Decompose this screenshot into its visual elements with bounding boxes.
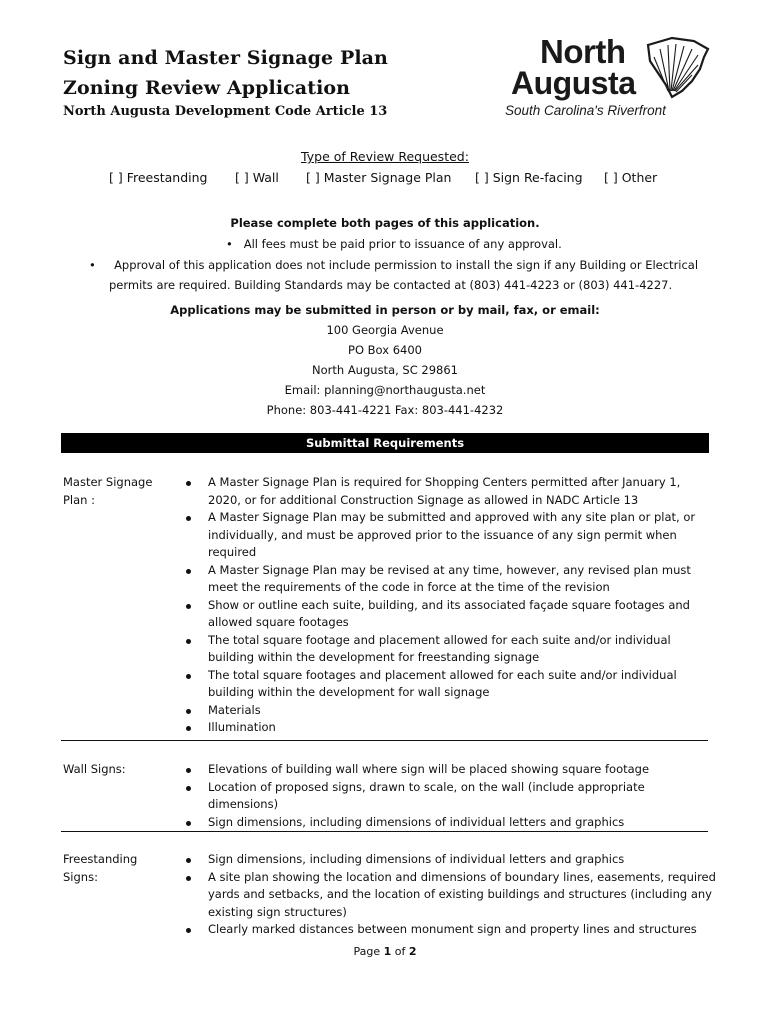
- freestanding-signs-requirements: [186, 851, 716, 939]
- list-item: A Master Signage Plan is required for Shopping Centers permitted after January 1, 2020, or for additional Construction Signage as allowed in NADC Article 13: [186, 474, 716, 509]
- permits-bullet: [89, 258, 698, 272]
- page-current: 1: [383, 945, 392, 958]
- bullet-dot: •: [89, 258, 115, 272]
- contact-email: Email: planning@northaugusta.net: [284, 383, 486, 397]
- section-divider: [61, 740, 708, 741]
- section-label-line: Master Signage: [63, 475, 153, 489]
- section-label-line: Freestanding: [63, 852, 138, 866]
- submittal-requirements-header: Submittal Requirements: [61, 433, 709, 453]
- list-item: A Master Signage Plan may be revised at any time, however, any revised plan must meet the requirements of the code in force at the time of the revision: [186, 562, 716, 597]
- review-type-label: Type of Review Requested:: [301, 149, 469, 164]
- bullet-dot: •: [226, 237, 244, 251]
- list-item: Sign dimensions, including dimensions of individual letters and graphics: [186, 851, 716, 869]
- logo-tagline: South Carolina's Riverfront: [505, 103, 666, 118]
- section-label-line: Plan :: [63, 492, 95, 507]
- address-po-box: PO Box 6400: [348, 343, 422, 357]
- master-signage-requirements: [186, 474, 716, 737]
- list-item: Location of proposed signs, drawn to scale, on the wall (include appropriate dimensions): [186, 779, 716, 814]
- list-item: Illumination: [186, 719, 716, 737]
- logo-text-north: North: [540, 33, 626, 70]
- address-street: 100 Georgia Avenue: [326, 323, 444, 337]
- logo-text-augusta: Augusta: [511, 65, 636, 101]
- contact-phone-fax: Phone: 803-441-4221 Fax: 803-441-4232: [266, 403, 504, 417]
- list-item: A site plan showing the location and dimensions of boundary lines, easements, required yards and setbacks, and the location of existing buildings and structures (including any existing sign structures): [186, 869, 716, 922]
- list-item: Materials: [186, 702, 716, 720]
- option-sign-refacing[interactable]: [ ] Sign Re-facing: [475, 170, 583, 185]
- page-total: 2: [408, 945, 417, 958]
- freestanding-signs-label: [63, 851, 137, 886]
- page-number: [0, 945, 770, 958]
- address-city: North Augusta, SC 29861: [312, 363, 458, 377]
- section-divider: [61, 831, 708, 832]
- fees-text: All fees must be paid prior to issuance of any approval.: [243, 237, 562, 251]
- submission-heading: Applications may be submitted in person or by mail, fax, or email:: [170, 303, 600, 317]
- list-item: The total square footage and placement allowed for each suite and/or individual building within the development for freestanding signage: [186, 632, 716, 667]
- list-item: Clearly marked distances between monument sign and property lines and structures: [186, 921, 716, 939]
- complete-both-pages-note: Please complete both pages of this application.: [230, 216, 540, 230]
- list-item: Elevations of building wall where sign will be placed showing square footage: [186, 761, 716, 779]
- option-wall[interactable]: [ ] Wall: [235, 170, 279, 185]
- list-item: Sign dimensions, including dimensions of individual letters and graphics: [186, 814, 716, 832]
- page-title-line2: Zoning Review Application: [63, 77, 351, 99]
- wall-signs-label: [63, 761, 126, 779]
- north-augusta-logo: [505, 35, 711, 121]
- option-other[interactable]: [ ] Other: [604, 170, 658, 185]
- list-item: Show or outline each suite, building, and its associated façade square footages and allowed square footages: [186, 597, 716, 632]
- master-signage-label: [63, 474, 152, 509]
- section-label-line: Wall Signs:: [63, 762, 126, 776]
- page-prefix: Page: [353, 945, 384, 958]
- south-carolina-map-icon: [642, 35, 712, 101]
- option-freestanding[interactable]: [ ] Freestanding: [109, 170, 208, 185]
- list-item: A Master Signage Plan may be submitted and approved with any site plan or plat, or individually, and must be approved prior to the issuance of any sign permit when required: [186, 509, 716, 562]
- page-subtitle: North Augusta Development Code Article 13: [63, 104, 388, 119]
- page-title-line1: Sign and Master Signage Plan: [63, 47, 388, 69]
- page-of: of: [391, 945, 409, 958]
- option-master-signage-plan[interactable]: [ ] Master Signage Plan: [306, 170, 452, 185]
- list-item: The total square footages and placement allowed for each suite and/or individual building within the development for wall signage: [186, 667, 716, 702]
- permits-text-line1: Approval of this application does not include permission to install the sign if any Building or Electrical: [114, 258, 699, 272]
- permits-text-line2: permits are required. Building Standards may be contacted at (803) 441-4223 or (803) 441-4227.: [109, 278, 673, 292]
- fees-bullet: [226, 237, 562, 251]
- section-label-line: Signs:: [63, 869, 98, 884]
- wall-signs-requirements: [186, 761, 716, 831]
